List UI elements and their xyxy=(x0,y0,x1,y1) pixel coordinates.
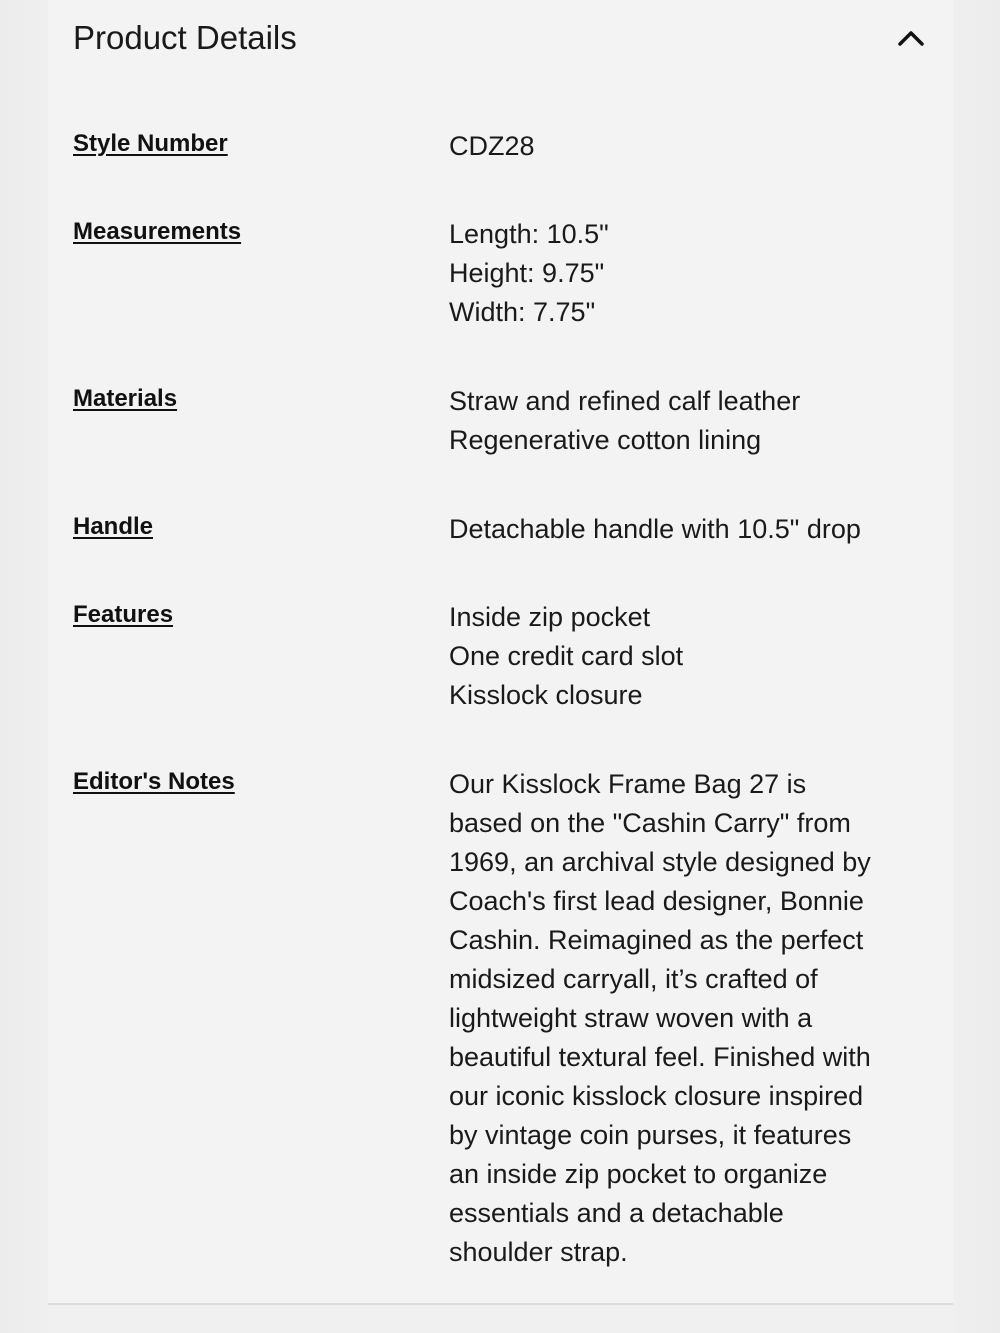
value-line: by vintage coin purses, it features xyxy=(449,1120,852,1150)
value-line: based on the "Cashin Carry" from xyxy=(449,808,851,838)
page-gutter-left xyxy=(0,0,48,1333)
materials-value xyxy=(449,379,933,507)
value-line: Our Kisslock Frame Bag 27 is xyxy=(449,769,807,799)
product-details-header[interactable] xyxy=(73,18,928,58)
value-line: CDZ28 xyxy=(449,131,535,161)
value-line: Straw and refined calf leather xyxy=(449,386,801,416)
value-line: beautiful textural feel. Finished with xyxy=(449,1042,871,1072)
value-line: One credit card slot xyxy=(449,641,684,671)
value-line: midsized carryall, it’s crafted of xyxy=(449,964,818,994)
value-line: Inside zip pocket xyxy=(449,602,651,632)
measurements-label[interactable]: Measurements xyxy=(73,218,242,245)
value-line: our iconic kisslock closure inspired xyxy=(449,1081,864,1111)
chevron-up-icon xyxy=(894,22,928,56)
style-number-label[interactable]: Style Number xyxy=(73,130,228,157)
materials-label[interactable]: Materials xyxy=(73,385,178,412)
measurements-value xyxy=(449,212,933,379)
product-details-panel xyxy=(48,0,953,1305)
collapse-button[interactable] xyxy=(894,22,928,56)
detail-row-style-number xyxy=(73,124,933,212)
value-line: Kisslock closure xyxy=(449,680,643,710)
features-value xyxy=(449,595,933,762)
handle-value xyxy=(449,507,933,595)
style-number-value xyxy=(449,124,933,212)
section-title: Product Details xyxy=(73,19,297,56)
features-label[interactable]: Features xyxy=(73,601,174,628)
value-line: Cashin. Reimagined as the perfect xyxy=(449,925,864,955)
value-line: Height: 9.75" xyxy=(449,258,605,288)
detail-row-materials xyxy=(73,379,933,507)
detail-row-features xyxy=(73,595,933,762)
value-line: Width: 7.75" xyxy=(449,297,596,327)
handle-label[interactable]: Handle xyxy=(73,513,154,540)
value-line: 1969, an archival style designed by xyxy=(449,847,871,877)
editors-notes-value xyxy=(449,762,933,1272)
editors-notes-label[interactable]: Editor's Notes xyxy=(73,768,235,795)
value-line: Coach's first lead designer, Bonnie xyxy=(449,886,864,916)
value-line: Detachable handle with 10.5" drop xyxy=(449,514,861,544)
page-gutter-right xyxy=(953,0,1000,1333)
value-line: Regenerative cotton lining xyxy=(449,425,762,455)
value-line: shoulder strap. xyxy=(449,1237,628,1267)
details-list xyxy=(73,124,933,1272)
value-line: an inside zip pocket to organize xyxy=(449,1159,828,1189)
detail-row-measurements xyxy=(73,212,933,379)
detail-row-handle xyxy=(73,507,933,595)
value-line: Length: 10.5" xyxy=(449,219,609,249)
detail-row-editors-notes xyxy=(73,762,933,1272)
value-line: essentials and a detachable xyxy=(449,1198,784,1228)
value-line: lightweight straw woven with a xyxy=(449,1003,813,1033)
